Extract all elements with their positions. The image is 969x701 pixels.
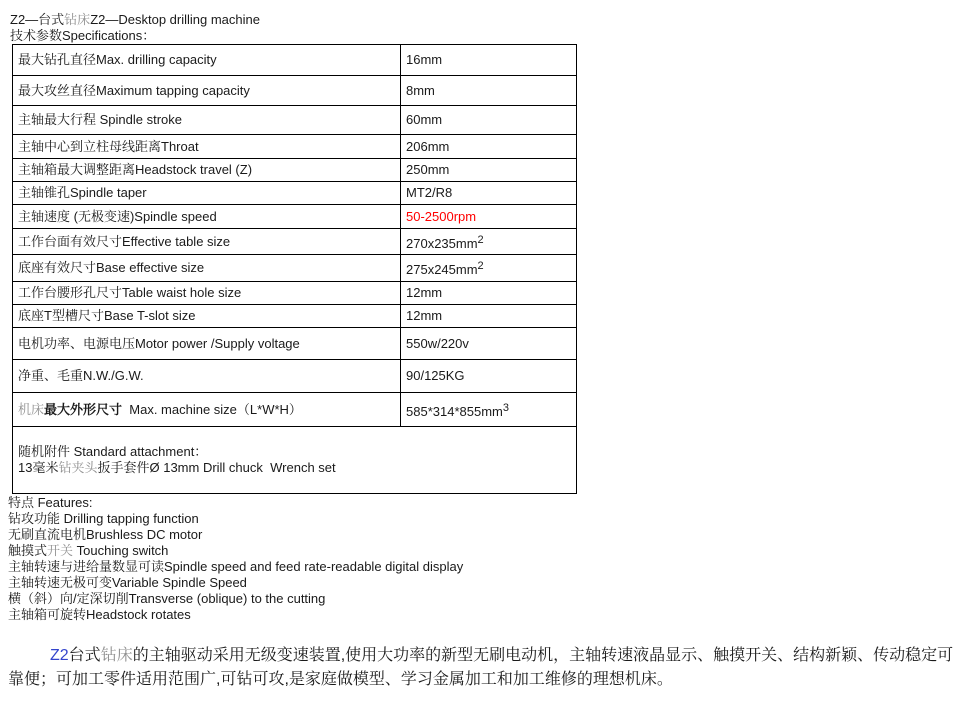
text-run: 无刷直流电机Brushless DC motor [8, 527, 203, 542]
text-run: 主轴锥孔Spindle taper [18, 185, 147, 200]
table-row [13, 76, 577, 106]
text-run: 的主轴驱动采用无级变速装置,使用大功率的新型无刷电动机，主轴转速液晶显示、触摸开关、结构新颖、传动稳定可靠便；可加工零件适用范围广,可钻可攻,是家庭做模型、学习金属加工和加工维修的理想机床。 [8, 647, 954, 688]
text-run: 工作台腰形孔尺寸Table waist hole size [18, 285, 242, 300]
feature-line [8, 607, 969, 623]
spec-value-cell [401, 393, 577, 427]
spec-label-cell [13, 328, 401, 360]
text-run: 270x235mm [406, 235, 478, 251]
spec-label-cell [13, 76, 401, 106]
text-run: 250mm [406, 162, 450, 177]
text-run: 最大外形尺寸 [44, 401, 123, 417]
text-run: 主轴中心到立柱母线距离Throat [18, 138, 199, 154]
text-run: 90/125KG [406, 368, 465, 383]
text-run: 13毫米 [18, 460, 59, 475]
table-row [13, 255, 577, 282]
text-run: MT2/R8 [406, 185, 453, 200]
text-run: 550w/220v [406, 335, 469, 351]
table-row [13, 282, 577, 305]
spec-label-cell [13, 360, 401, 393]
attachment-line [18, 444, 572, 460]
text-run: Z2—台式 [10, 12, 65, 27]
text-run: 275x245mm [406, 262, 478, 277]
table-row [13, 229, 577, 255]
text-run: 3 [502, 401, 509, 414]
table-row [13, 106, 577, 135]
feature-line [8, 511, 969, 527]
table-row [13, 159, 577, 182]
text-run: 钻攻功能 Drilling tapping function [8, 511, 199, 526]
spec-table [12, 44, 577, 494]
spec-value-cell [401, 76, 577, 106]
spec-value-cell [401, 135, 577, 159]
text-run: 机床 [18, 401, 45, 417]
table-row [13, 393, 577, 427]
summary-paragraph [0, 644, 969, 692]
text-run: Max. machine size（L*W*H） [122, 401, 302, 417]
feature-line [8, 495, 969, 511]
spec-label-cell [13, 229, 401, 255]
spec-value-cell [401, 45, 577, 76]
spec-label-cell [13, 255, 401, 282]
text-run: 电机功率、电源电压Motor power /Supply voltage [18, 335, 300, 351]
text-run: 2 [477, 260, 484, 272]
spec-value-cell [401, 282, 577, 305]
spec-label-cell [13, 106, 401, 135]
text-run: 工作台面有效尺寸Effective table size [18, 233, 231, 249]
page-title [10, 12, 969, 28]
text-run: 最大钻孔直径Max. drilling capacity [18, 52, 217, 67]
text-run: Z2 [50, 647, 69, 664]
table-row [13, 205, 577, 229]
table-row [13, 328, 577, 360]
text-run: 8mm [406, 82, 435, 98]
feature-line [8, 591, 969, 607]
spec-value-cell [401, 182, 577, 205]
feature-line [8, 543, 969, 559]
text-run: 12mm [406, 308, 443, 323]
spec-label-cell [13, 159, 401, 182]
text-run: 钻床 [64, 12, 91, 27]
text-run: 50-2500rpm [406, 208, 477, 224]
attachment-cell [13, 427, 577, 494]
text-run: 主轴最大行程 Spindle stroke [18, 112, 182, 127]
text-run: 触摸式 [8, 543, 48, 558]
text-run: 60mm [406, 112, 443, 127]
text-run: 585*314*855mm [406, 403, 503, 419]
spec-value-cell [401, 360, 577, 393]
spec-value-cell [401, 159, 577, 182]
text-run: 主轴箱可旋转Headstock rotates [8, 607, 191, 622]
text-run: 底座有效尺寸Base effective size [18, 260, 205, 275]
text-run: 钻床 [100, 647, 133, 664]
spec-label-cell [13, 305, 401, 328]
feature-line [8, 527, 969, 543]
table-row [13, 182, 577, 205]
spec-table-body [13, 45, 577, 494]
spec-label-cell [13, 205, 401, 229]
attachment-line [18, 460, 572, 476]
text-run: 主轴转速与进给量数显可读Spindle speed and feed rate-readable digital display [8, 559, 464, 574]
table-row [13, 360, 577, 393]
table-row [13, 135, 577, 159]
text-run: 主轴箱最大调整距离Headstock travel (Z) [18, 162, 253, 177]
text-run: 主轴速度 (无极变速)Spindle speed [18, 208, 217, 224]
text-run: 最大攻丝直径Maximum tapping capacity [18, 82, 250, 98]
features-list [8, 495, 969, 623]
text-run: Z2—Desktop drilling machine [90, 12, 260, 27]
text-run: 横（斜）向/定深切削Transverse (oblique) to the cutting [8, 591, 326, 606]
spec-label-cell [13, 182, 401, 205]
feature-line [8, 575, 969, 591]
spec-heading: 技术参数Specifications： [10, 28, 156, 43]
text-run: 12mm [406, 285, 443, 300]
text-run: 206mm [406, 138, 450, 154]
spec-value-cell [401, 328, 577, 360]
text-run: 净重、毛重N.W./G.W. [18, 368, 144, 383]
text-run: 16mm [406, 52, 443, 67]
text-run: 随机附件 Standard attachment： [18, 444, 208, 459]
text-run: 2 [477, 233, 484, 246]
feature-line [8, 559, 969, 575]
spec-value-cell [401, 305, 577, 328]
spec-label-cell [13, 282, 401, 305]
spec-label-cell [13, 135, 401, 159]
text-run: 特点 Features: [8, 495, 93, 510]
text-run: 底座T型槽尺寸Base T-slot size [18, 308, 196, 323]
spec-value-cell [401, 205, 577, 229]
text-run: Touching switch [73, 543, 169, 558]
text-run: 台式 [68, 647, 101, 664]
table-row [13, 305, 577, 328]
text-run: 扳手套件Ø 13mm Drill chuck Wrench set [97, 460, 336, 475]
spec-value-cell [401, 106, 577, 135]
text-run: 主轴转速无极可变Variable Spindle Speed [8, 575, 247, 590]
table-row [13, 45, 577, 76]
text-run: 开关 [47, 543, 74, 558]
product-spec-document [0, 12, 969, 692]
text-run: 钻夹头 [58, 460, 98, 475]
spec-label-cell [13, 393, 401, 427]
table-row [13, 427, 577, 494]
spec-label-cell [13, 45, 401, 76]
spec-value-cell [401, 255, 577, 282]
spec-value-cell [401, 229, 577, 255]
